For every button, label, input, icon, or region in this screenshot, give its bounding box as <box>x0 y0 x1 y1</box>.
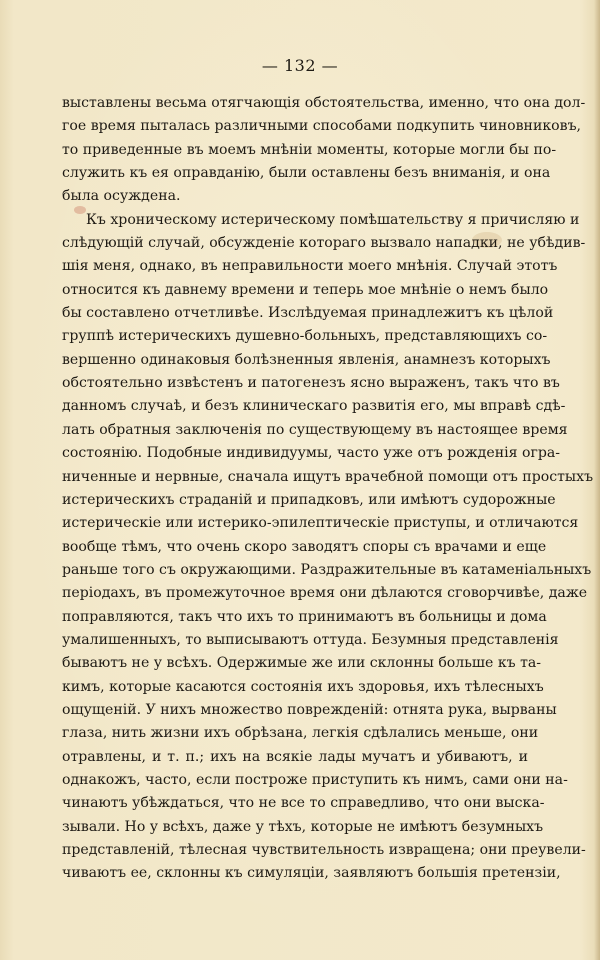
page-number: — 132 — <box>261 56 339 75</box>
text-line: отравлены, и т. п.; ихъ на всякіе лады мучатъ и убиваютъ, и <box>62 748 528 765</box>
text-line: поправляются, такъ что ихъ то принимаютъ въ больницы и дома <box>62 608 547 625</box>
page-edge-shadow <box>594 0 600 960</box>
text-line: относится къ давнему времени и теперь мое мнѣніе о немъ было <box>62 281 549 298</box>
text-line: обстоятельно извѣстенъ и патогенезъ ясно выраженъ, такъ что въ <box>62 375 560 392</box>
text-line: истерическихъ страданій и припадковъ, или имѣютъ судорожные <box>62 491 556 508</box>
text-line: лать обратныя заключенія по существующему въ настоящее время <box>62 421 568 438</box>
text-line: была осуждена. <box>62 188 181 205</box>
text-line: раньше того съ окружающими. Раздражительные въ катаменіальныхъ <box>62 561 592 578</box>
text-line: Къ хроническому истерическому помѣшательству я причисляю и <box>86 211 580 228</box>
text-line: шія меня, однако, въ неправильности моего мнѣнія. Случай этотъ <box>62 258 558 275</box>
text-line: чинаютъ убѣждаться, что не все то справедливо, что они выска- <box>62 795 545 812</box>
text-line: представленій, тѣлесная чувствительность извращена; они преувели- <box>62 842 586 858</box>
text-line: группѣ истерическихъ душевно-больныхъ, представляющихъ со- <box>62 328 548 345</box>
text-line: ощущеній. У нихъ множество поврежденій: отнята рука, вырваны <box>62 701 557 718</box>
text-line: выставлены весьма отягчающія обстоятельства, именно, что она дол- <box>62 95 586 111</box>
text-line: вершенно одинаковыя болѣзненныя явленія, анамнезъ которыхъ <box>62 351 551 368</box>
text-line: однакожъ, часто, если построже приступить къ нимъ, сами они на- <box>62 771 568 788</box>
text-line: слѣдующій случай, обсужденіе котораго вызвало нападки, не убѣдив- <box>62 235 586 252</box>
text-line: истерическіе или истерико-эпилептическіе приступы, и отличаются <box>62 515 579 532</box>
text-line: бываютъ не у всѣхъ. Одержимые же или склонны больше къ та- <box>62 655 542 672</box>
text-line: кимъ, которые касаются состоянія ихъ здоровья, ихъ тѣлесныхъ <box>62 678 544 695</box>
text-line: чиваютъ ее, склонны къ симуляціи, заявляютъ большія претензіи, <box>62 865 561 882</box>
text-line: то приведенные въ моемъ мнѣніи моменты, которые могли бы по- <box>62 141 557 158</box>
text-line: умалишенныхъ, то выписываютъ оттуда. Безумныя представленія <box>62 631 559 648</box>
body-text <box>62 92 594 886</box>
text-line: служить къ ея оправданію, были оставлены безъ вниманія, и она <box>62 165 551 182</box>
text-line: гое время пыталась различными способами подкупить чиновниковъ, <box>62 118 582 135</box>
text-line: бы составлено отчетливѣе. Изслѣдуемая принадлежитъ къ цѣлой <box>62 305 554 322</box>
text-line: зывали. Но у всѣхъ, даже у тѣхъ, которые не имѣютъ безумныхъ <box>62 818 544 835</box>
text-line: періодахъ, въ промежуточное время они дѣлаются сговорчивѣе, даже <box>62 585 588 602</box>
text-line: глаза, нить жизни ихъ обрѣзана, легкія сдѣлались меньше, они <box>62 725 539 742</box>
text-line: ниченные и нервные, сначала ищутъ врачебной помощи отъ простыхъ <box>62 468 594 485</box>
text-line: состоянію. Подобные индивидуумы, часто уже отъ рожденія огра- <box>62 445 561 462</box>
text-line: данномъ случаѣ, и безъ клиническаго развитія его, мы вправѣ сдѣ- <box>62 398 566 415</box>
text-line: вообще тѣмъ, что очень скоро заводятъ споры съ врачами и еще <box>62 538 547 555</box>
